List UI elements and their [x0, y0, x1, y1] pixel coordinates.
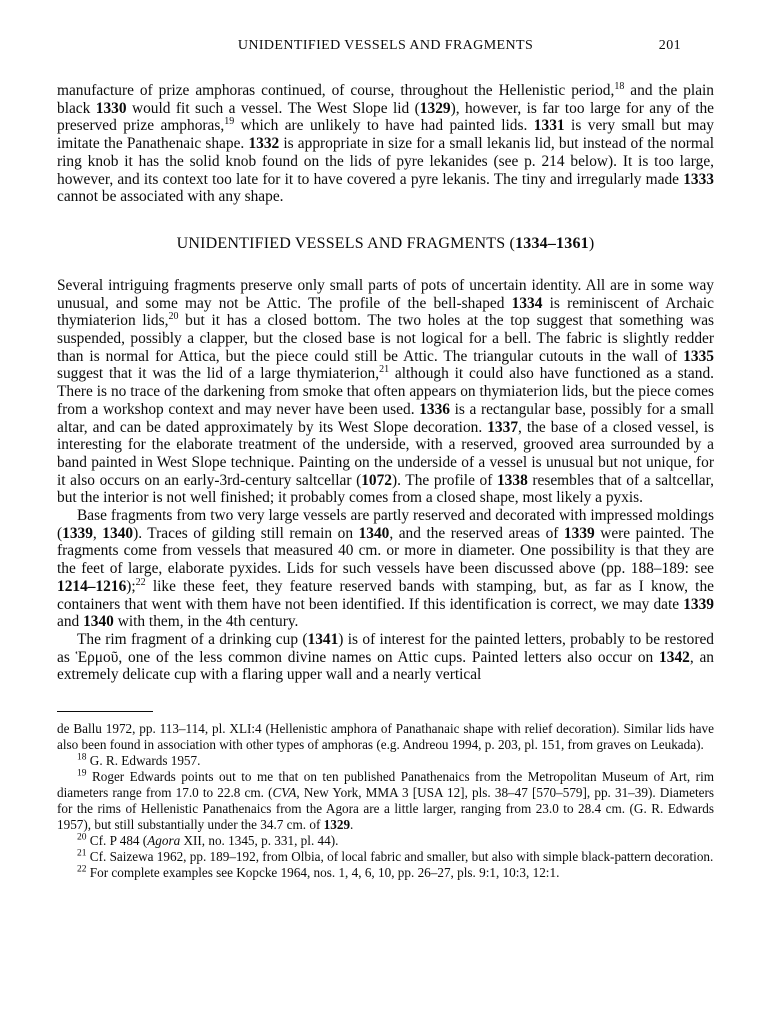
- body-paragraph-rim-fragment: The rim fragment of a drinking cup (1341) is of interest for the painted letters, probably to be restored as Ἑρμοῦ, one of the less common divine names on Attic cups. Painted letters also occur on 1342, an extremely delicate cup with a flaring upper wall and a nearly vertical: [57, 630, 714, 684]
- body-text: [57, 82, 714, 684]
- body-paragraph-unidentified-fragments: Several intriguing fragments preserve only small parts of pots of uncertain identity. All are in some way unusual, and some may not be Attic. The profile of the bell-shaped 1334 is reminiscent of Archaic thymiaterion lids,$^{20}$ but it has a closed bottom. The two holes at the top suggest that something was suspended, possibly a clapper, but the closed base is not logical for a bell. The fabric is slightly redder than is normal for Attica, but the piece could still be Attic. The triangular cutouts in the wall of 1335 suggest that it was the lid of a large thymiaterion,$^{21}$ although it could also have functioned as a stand. There is no trace of the darkening from smoke that often appears on thymiaterion lids, but the piece comes from a workshop context and may never have been used. 1336 is a rectangular base, possibly for a small altar, and can be dated approximately by its West Slope decoration. 1337, the base of a closed vessel, is interesting for the elaborate treatment of the underside, with a reserved, grooved area surrounded by a band painted in West Slope technique. Painting on the underside of a vessel is unusual but not unique, for it also occurs on an early-3rd-century saltcellar (1072). The profile of 1338 resembles that of a saltcellar, but the interior is not well finished; it probably comes from a closed shape, most likely a pyxis.: [57, 276, 715, 507]
- footnote-continuation: de Ballu 1972, pp. 113–114, pl. XLI:4 (Hellenistic amphora of Panathanaic shape with relief decoration). Similar lids have also been found in association with other types of amphoras (e.g. Andreou 1994, p. 203, pl. 151, from graves on Leukada).: [57, 721, 714, 753]
- body-paragraph-prize-amphoras: manufacture of prize amphoras continued, of course, throughout the Hellenistic period,$^{18}$ and the plain black 1330 would fit such a vessel. The West Slope lid (1329), however, is far too large for any of the preserved prize amphoras,$^{19}$ which are unlikely to have had painted lids. 1331 is very small but may imitate the Panathenaic shape. 1332 is appropriate in size for a small lekanis lid, but instead of the normal ring knob it has the solid knob found on the lids of pyre lekanides (see p. 214 below). It is too large, however, and its context too late for it to have covered a pyre lekanis. The tiny and irregularly made 1333 cannot be associated with any shape.: [57, 80, 714, 206]
- running-head-title: UNIDENTIFIED VESSELS AND FRAGMENTS: [237, 38, 534, 53]
- footnote-19: $^{19}$ Roger Edwards points out to me that on ten published Panathenaics from the Metropolitan Museum of Art, rim diameters range from 17.0 to 22.8 cm. (CVA, New York, MMA 3 [USA 12], pls. 38–47 [570–579], pp. 31–39). Diameters for the rims of Hellenistic Panathenaics from the Agora are a little larger, ranging from 23.0 to 28.4 cm. (G. R. Edwards 1957), but still substantially under the 34.7 cm. of 1329.: [57, 768, 714, 833]
- footnote-20: $^{20}$ Cf. P 484 (Agora XII, no. 1345, p. 331, pl. 44).: [77, 832, 339, 849]
- footnote-21: $^{21}$ Cf. Saizewa 1962, pp. 189–192, from Olbia, of local fabric and smaller, but also with simple black-pattern decoration.: [77, 848, 714, 865]
- footnotes: [57, 721, 714, 881]
- section-heading: UNIDENTIFIED VESSELS AND FRAGMENTS (1334–1361): [176, 234, 595, 252]
- footnote-separator: [57, 711, 153, 712]
- footnote-22: $^{22}$ For complete examples see Kopcke 1964, nos. 1, 4, 6, 10, pp. 26–27, pls. 9:1, 10:3, 12:1.: [77, 864, 560, 881]
- running-head: [57, 38, 714, 56]
- body-paragraph-base-fragments: Base fragments from two very large vessels are partly reserved and decorated with impressed moldings (1339, 1340). Traces of gilding still remain on 1340, and the reserved areas of 1339 were painted. The fragments come from vessels that measured 40 cm. or more in diameter. One possibility is that they are the feet of large, elaborate pyxides. Lids for such vessels have been discussed above (pp. 188–189: see 1214–1216);$^{22}$ like these feet, they feature reserved bands with stamping, but, as far as I know, the containers that went with them have not been identified. If this identification is correct, we may date 1339 and 1340 with them, in the 4th century.: [57, 507, 714, 631]
- footnote-18: $^{18}$ G. R. Edwards 1957.: [77, 752, 201, 769]
- page-number: 201: [658, 38, 681, 53]
